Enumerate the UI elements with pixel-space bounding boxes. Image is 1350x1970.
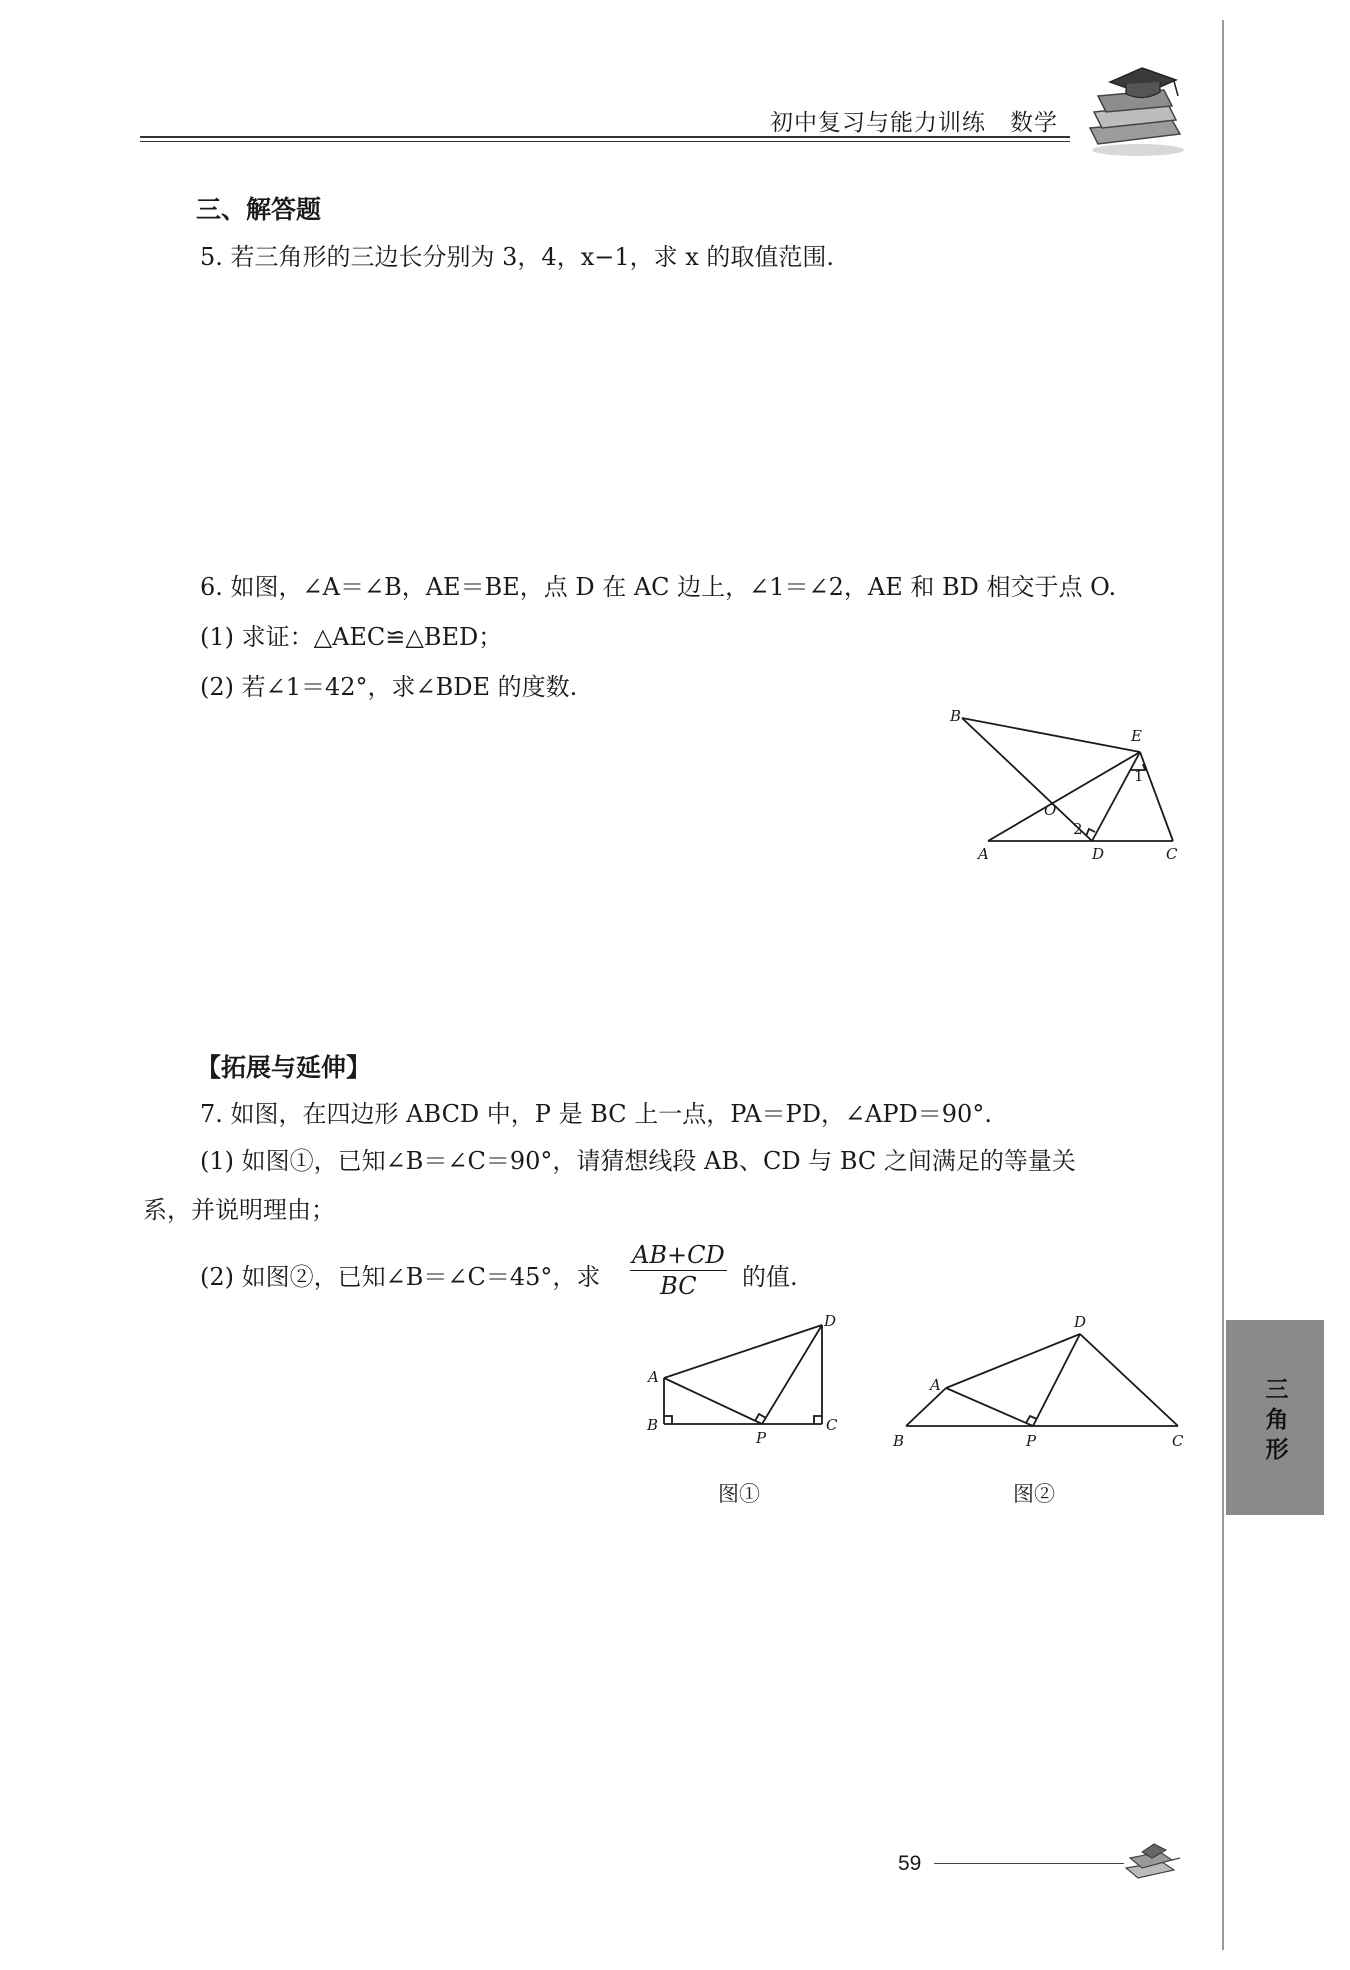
right-angle-B — [664, 1416, 672, 1424]
fraction-denominator: BC — [660, 1272, 697, 1300]
books-icon — [1122, 1840, 1182, 1884]
label-C: C — [1166, 845, 1178, 863]
segment-EC — [1140, 752, 1173, 841]
label-O: O — [1044, 801, 1057, 819]
page-margin-rule — [1222, 20, 1224, 1950]
segment-PD — [762, 1325, 822, 1424]
page-number: 59 — [898, 1852, 922, 1875]
segment-AD — [946, 1334, 1080, 1388]
question-5: 5. 若三角形的三边长分别为 3，4，x−1，求 x 的取值范围. — [200, 243, 835, 271]
label-A: A — [648, 1368, 659, 1386]
segment-DC — [1080, 1334, 1178, 1426]
question-6: 6. 如图，∠A＝∠B，AE＝BE，点 D 在 AC 边上，∠1＝∠2，AE 和 BD 相交于点 O. — [200, 573, 1117, 601]
figure-7-2 — [885, 1305, 1190, 1455]
label-D: D — [1074, 1313, 1087, 1331]
subject-label: 数学 — [1010, 110, 1058, 136]
label-angle-2: 2 — [1073, 820, 1083, 838]
header-rule — [140, 136, 1070, 138]
label-A: A — [978, 845, 989, 863]
label-E: E — [1131, 727, 1142, 745]
fraction-numerator: AB+CD — [632, 1241, 725, 1269]
book-title: 初中复习与能力训练 — [770, 110, 986, 136]
label-P: P — [1026, 1432, 1037, 1450]
segment-AD — [664, 1325, 822, 1378]
figure-7-1-caption: 图① — [718, 1482, 760, 1506]
figure-question-6 — [950, 700, 1200, 870]
question-6-part-2: (2) 若∠1＝42°，求∠BDE 的度数. — [200, 673, 578, 701]
question-7-part-1-continued: 系，并说明理由； — [143, 1196, 335, 1224]
figure-7-2-caption: 图② — [1013, 1482, 1055, 1506]
segment-AP — [946, 1388, 1033, 1426]
label-B: B — [647, 1416, 659, 1434]
page-header — [770, 104, 1058, 137]
label-angle-1: 1 — [1134, 767, 1144, 785]
label-D: D — [824, 1312, 837, 1330]
segment-PD — [1033, 1334, 1080, 1426]
figure-7-1 — [640, 1305, 850, 1455]
label-C: C — [1172, 1432, 1184, 1450]
section-title-extension: 【拓展与延伸】 — [196, 1053, 372, 1082]
label-C: C — [826, 1416, 838, 1434]
label-B: B — [893, 1432, 905, 1450]
label-P: P — [756, 1429, 767, 1447]
question-6-part-1: (1) 求证：△AEC≌△BED； — [200, 623, 503, 651]
books-with-graduation-cap-icon — [1080, 62, 1190, 158]
label-A: A — [930, 1376, 941, 1394]
question-7-part-2-tail: 的值. — [742, 1263, 798, 1291]
segment-BE — [962, 718, 1140, 752]
angle-2-mark — [1086, 829, 1095, 836]
right-angle-C — [814, 1416, 822, 1424]
header-rule-thin — [140, 141, 1070, 142]
fraction-ab-plus-cd-over-bc — [630, 1240, 727, 1301]
label-B: B — [950, 707, 962, 725]
label-D: D — [1092, 845, 1105, 863]
question-7-part-2: (2) 如图②，已知∠B＝∠C＝45°，求 — [200, 1263, 601, 1291]
question-7-part-1: (1) 如图①，已知∠B＝∠C＝90°，请猜想线段 AB、CD 与 BC 之间满足的等量关 — [200, 1147, 1076, 1175]
chapter-side-tab-label: 三角形 — [1265, 1377, 1289, 1463]
segment-AP — [664, 1378, 762, 1424]
question-7: 7. 如图，在四边形 ABCD 中，P 是 BC 上一点，PA＝PD，∠APD＝90°. — [200, 1100, 992, 1128]
footer-rule — [934, 1863, 1124, 1864]
section-title-answer-questions: 三、解答题 — [196, 195, 322, 224]
